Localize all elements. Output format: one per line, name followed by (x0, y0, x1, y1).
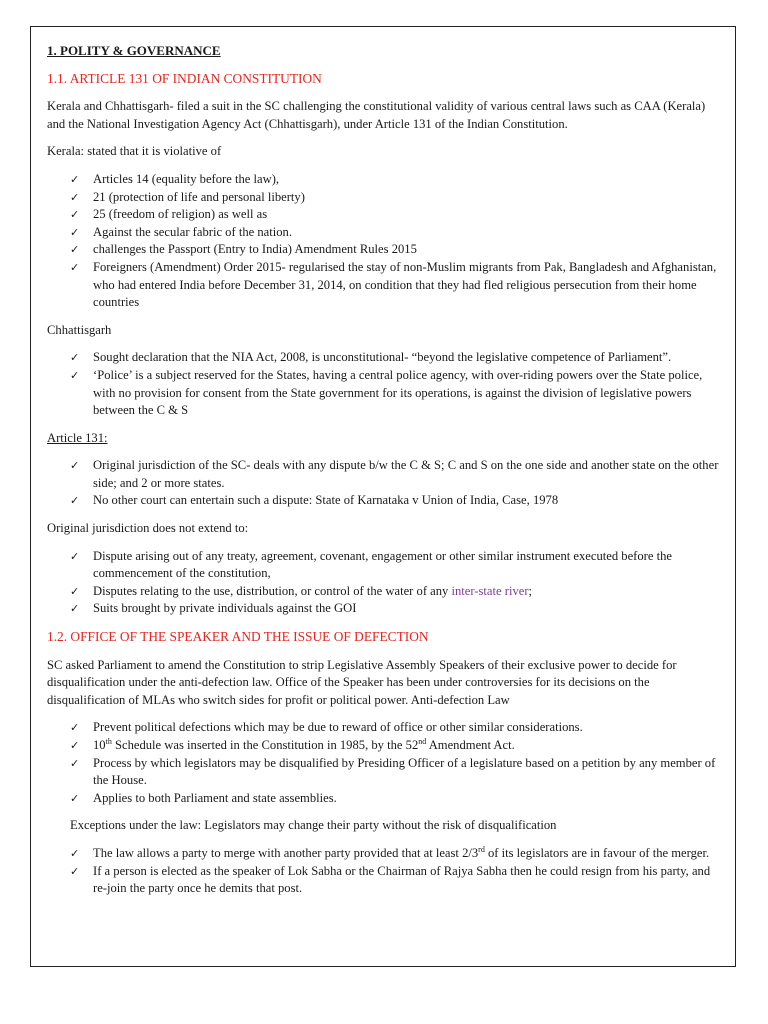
check-mark-icon: ✓ (70, 190, 80, 204)
check-mark-icon: ✓ (70, 494, 80, 508)
check-mark-icon: ✓ (70, 791, 80, 805)
check-mark-icon: ✓ (70, 549, 80, 563)
list-item: ✓ ‘Police’ is a subject reserved for the States, having a central police agency, with over-riding powers over the State police, with no provision for consent from the State government for its operations, is against the division of legislative powers between the C & S (70, 367, 703, 418)
check-mark-icon: ✓ (70, 225, 80, 239)
exceptions-label: Exceptions under the law: Legislators may change their party without the risk of disqualification (70, 818, 557, 833)
check-mark-icon: ✓ (70, 351, 80, 365)
chhattisgarh-label: Chhattisgarh (47, 322, 112, 337)
check-mark-icon: ✓ (70, 459, 80, 473)
check-mark-icon: ✓ (70, 846, 80, 860)
article-131-label: Article 131: (47, 430, 108, 445)
chhattisgarh-list (47, 349, 723, 419)
check-mark-icon: ✓ (70, 208, 80, 222)
check-mark-icon: ✓ (70, 602, 80, 616)
check-mark-icon: ✓ (70, 243, 80, 257)
anti-defection-list (47, 719, 723, 807)
list-item: ✓ 25 (freedom of religion) as well as (70, 206, 723, 224)
check-mark-icon: ✓ (70, 721, 80, 735)
list-item: ✓ Original jurisdiction of the SC- deals with any dispute b/w the C & S; C and S on the one side and another state on the other side; and 2 or more states. (70, 458, 719, 490)
list-item: ✓ No other court can entertain such a dispute: State of Karnataka v Union of India, Case, 1978 (70, 492, 723, 510)
list-item: ✓ Disputes relating to the use, distribution, or control of the water of any inter-state river; (70, 583, 723, 601)
list-item: ✓ Sought declaration that the NIA Act, 2008, is unconstitutional- “beyond the legislative competence of Parliament”. (70, 349, 723, 367)
list-item: ✓ Process by which legislators may be disqualified by Presiding Officer of a legislature based on a petition by any member of the House. (70, 755, 716, 788)
original-jurisdiction-list (47, 548, 723, 618)
original-jurisdiction-label: Original jurisdiction does not extend to: (47, 521, 249, 536)
check-mark-icon: ✓ (70, 739, 80, 752)
check-mark-icon: ✓ (70, 864, 80, 878)
speaker-intro: SC asked Parliament to amend the Constitution to strip Legislative Assembly Speakers of their exclusive power to decide for disqualification under the anti-defection law. Office of the Speaker has been under controversies for its decisions on the disqualification of MLAs who switch sides for profit or political power. Anti-defection Law (47, 657, 677, 707)
subsection-title-article-131: 1.1. ARTICLE 131 OF INDIAN CONSTITUTION (47, 70, 322, 86)
check-mark-icon: ✓ (70, 260, 80, 274)
list-item: ✓ Dispute arising out of any treaty, agreement, covenant, engagement or other similar instrument executed before the commencement of the constitution, (70, 548, 672, 581)
check-mark-icon: ✓ (70, 756, 80, 770)
list-item: ✓ 10th Schedule was inserted in the Constitution in 1985, by the 52nd Amendment Act. (70, 737, 723, 755)
section-heading: 1. POLITY & GOVERNANCE (47, 43, 221, 58)
list-item: ✓ challenges the Passport (Entry to India) Amendment Rules 2015 (70, 241, 723, 259)
list-item: ✓ Prevent political defections which may be due to reward of office or other similar considerations. (70, 719, 723, 737)
list-item: ✓ Applies to both Parliament and state assemblies. (70, 790, 723, 808)
check-mark-icon: ✓ (70, 584, 80, 598)
list-item: ✓ 21 (protection of life and personal liberty) (70, 189, 723, 207)
inter-state-river-link[interactable]: inter-state river (451, 583, 529, 598)
list-item: ✓ If a person is elected as the speaker of Lok Sabha or the Chairman of Rajya Sabha then he could resign from his party, and re-join the party once he demits that post. (70, 863, 711, 896)
kerala-label: Kerala: stated that it is violative of (47, 144, 222, 159)
article-131-list (47, 457, 723, 510)
exceptions-list (47, 845, 723, 898)
list-item: ✓ Foreigners (Amendment) Order 2015- regularised the stay of non-Muslim migrants from Pak, Bangladesh and Afghanistan, who had entered India before December 31, 2014, on condition that they had fled religious persecution from their home countries (70, 259, 717, 310)
check-mark-icon: ✓ (70, 368, 80, 382)
kerala-list (47, 171, 723, 312)
article-131-intro: Kerala and Chhattisgarh- filed a suit in the SC challenging the constitutional validity of various central laws such as CAA (Kerala) and the National Investigation Agency Act (Chhattisgarh), under Article 131 of the Indian Constitution. (47, 99, 706, 131)
document-body (47, 42, 723, 908)
list-item: ✓ Against the secular fabric of the nation. (70, 224, 723, 242)
subsection-title-speaker-defection: 1.2. OFFICE OF THE SPEAKER AND THE ISSUE OF DEFECTION (47, 629, 429, 645)
list-item: ✓ Suits brought by private individuals against the GOI (70, 600, 723, 618)
list-item: ✓ The law allows a party to merge with another party provided that at least 2/3rd of its legislators are in favour of the merger. (70, 845, 723, 863)
list-item: ✓ Articles 14 (equality before the law), (70, 171, 723, 189)
check-mark-icon: ✓ (70, 172, 80, 186)
